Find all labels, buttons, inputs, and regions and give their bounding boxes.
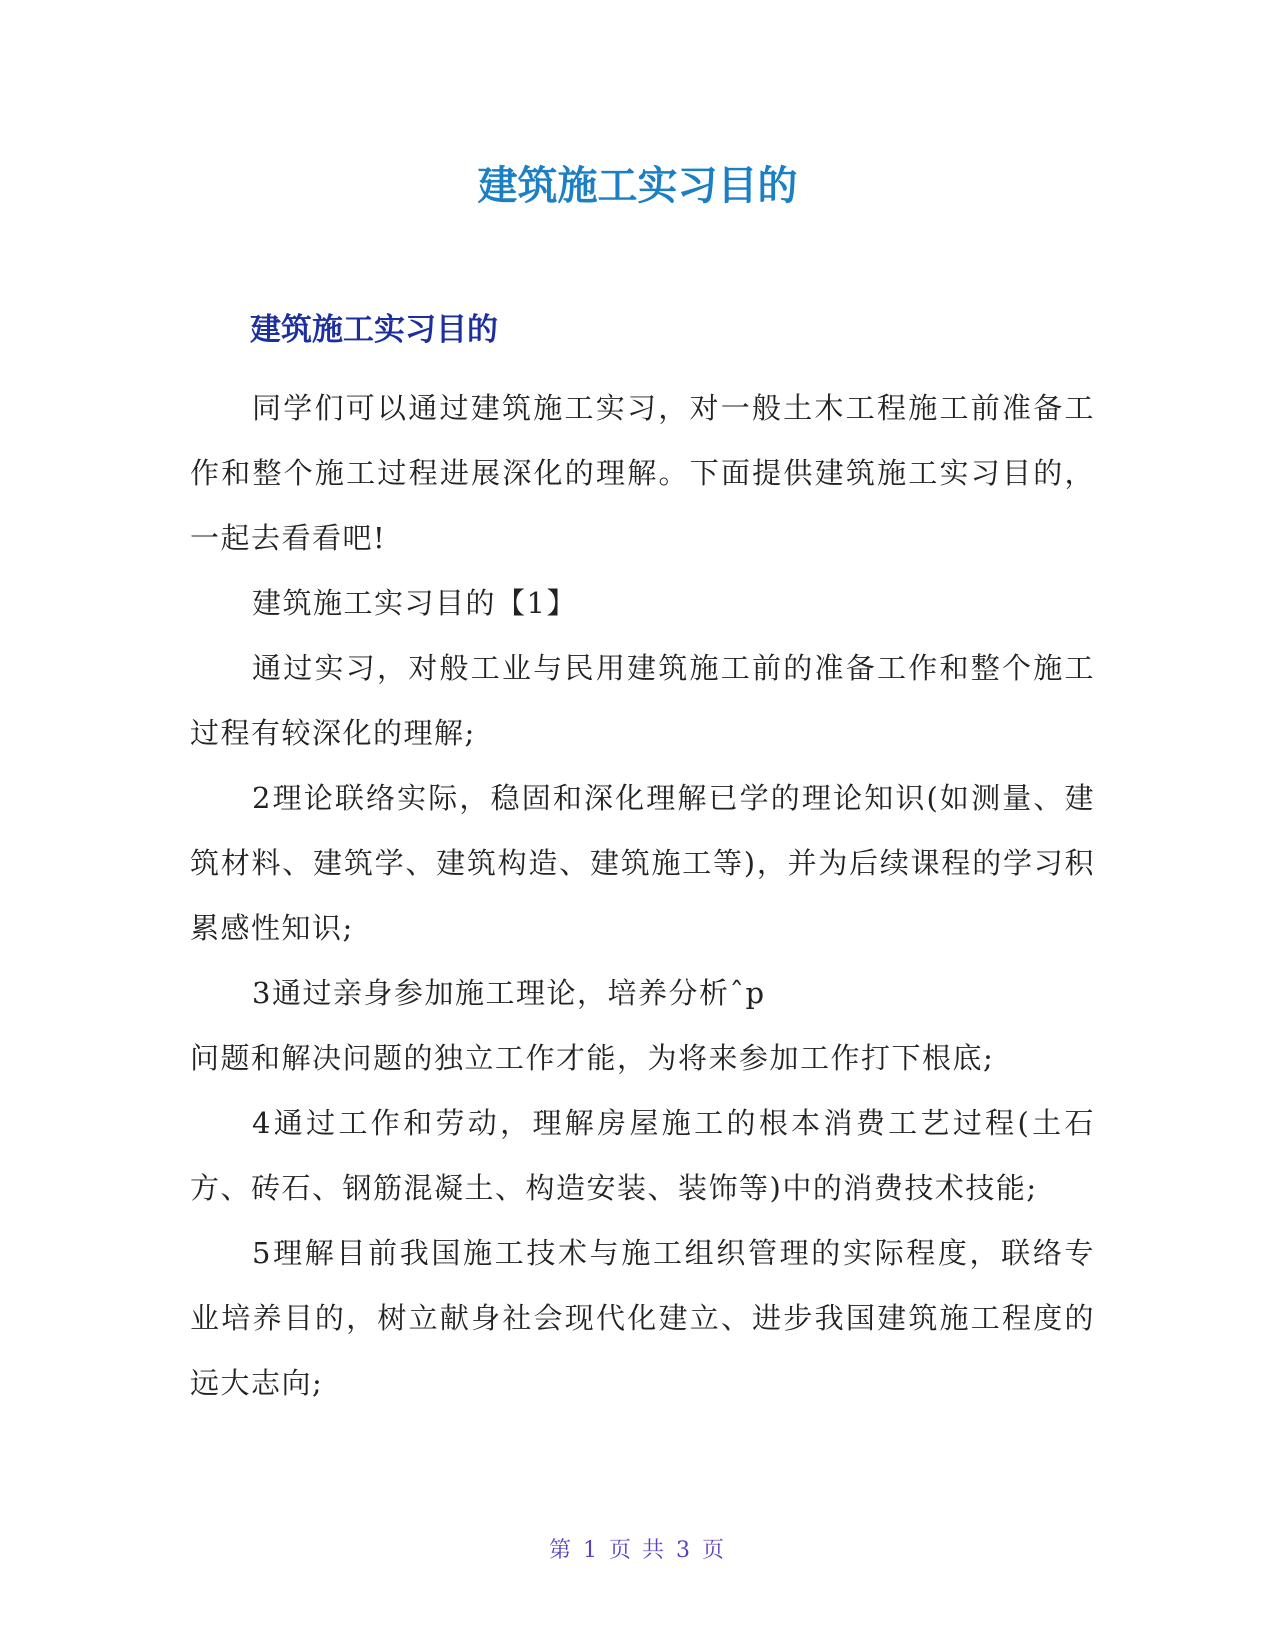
footer-page-number: 1 — [583, 1538, 599, 1563]
paragraph-item-3-continued: 问题和解决问题的独立工作才能，为将来参加工作打下根底; — [190, 1041, 995, 1075]
section-heading: 建筑施工实习目的 — [250, 312, 498, 348]
paragraph-item-3: 3通过亲身参加施工理论，培养分析ˆp — [252, 976, 766, 1010]
paragraph-item-4: 4通过工作和劳动，理解房屋施工的根本消费工艺过程(土石方、砖石、钢筋混凝土、构造安装、装饰等)中的消费技术技能; — [190, 1106, 1095, 1205]
footer-total-pages: 3 — [676, 1538, 692, 1563]
paragraph-item-2: 2理论联络实际，稳固和深化理解已学的理论知识(如测量、建筑材料、建筑学、建筑构造、建筑施工等)，并为后续课程的学习积累感性知识; — [190, 781, 1095, 945]
footer-prefix: 第 — [548, 1538, 573, 1563]
paragraph-subheading: 建筑施工实习目的【1】 — [252, 586, 577, 620]
paragraph-intro: 同学们可以通过建筑施工实习，对一般土木工程施工前准备工作和整个施工过程进展深化的理解。下面提供建筑施工实习目的，一起去看看吧! — [190, 391, 1095, 555]
page-footer — [0, 1536, 1275, 1566]
footer-suffix: 页 — [702, 1538, 727, 1563]
paragraph-item-5: 5理解目前我国施工技术与施工组织管理的实际程度，联络专业培养目的，树立献身社会现代化建立、进步我国建筑施工程度的远大志向; — [190, 1236, 1095, 1400]
paragraph-item-1: 通过实习，对般工业与民用建筑施工前的准备工作和整个施工过程有较深化的理解; — [190, 651, 1095, 750]
document-body — [190, 376, 1095, 1416]
page-title: 建筑施工实习目的 — [477, 163, 798, 209]
footer-middle: 页 共 — [609, 1538, 666, 1563]
